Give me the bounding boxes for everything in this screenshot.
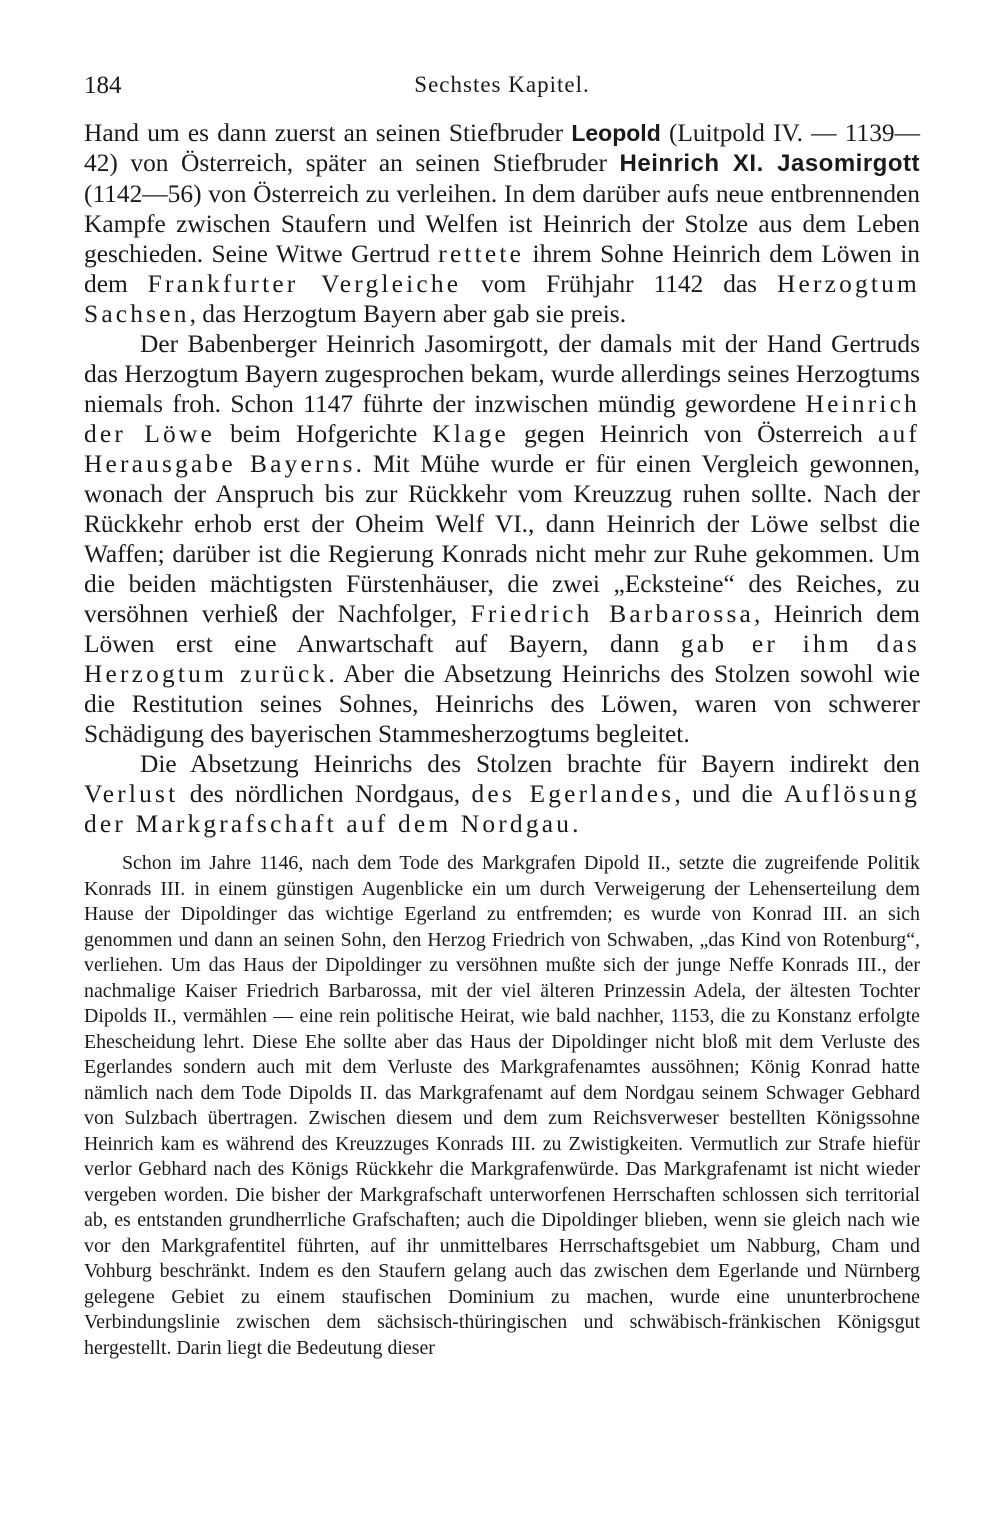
spaced-emphasis: Friedrich Barbarossa [470, 600, 755, 628]
running-head [84, 62, 920, 102]
paragraph-2 [84, 329, 920, 749]
text-run: Die Absetzung Heinrichs des Stolzen brachte für Bayern indirekt den [140, 750, 920, 778]
text-run: beim Hofgerichte [214, 420, 433, 448]
paragraph-3 [84, 749, 920, 839]
text-run: (1142—56) von Österreich zu verleihen. In dem darüber aufs neue entbrennenden Kampfe zwischen Staufern und Welfen ist Heinrich der Stolze aus dem Leben geschieden. Seine Witwe Gertrud [84, 180, 920, 268]
bold-name-leopold: Leopold [571, 120, 661, 146]
spaced-emphasis: Herzogtum Sachsen [84, 270, 920, 328]
page-number: 184 [84, 72, 122, 99]
text-run: , und die [674, 780, 784, 808]
spaced-emphasis: des Egerlandes [471, 780, 675, 808]
footnote-block: Schon im Jahre 1146, nach dem Tode des Markgrafen Dipold II., setzte die zugreifende Politik Konrads III. in einem günstigen Augenblicke ein um durch Verweigerung der Lehenserteilung dem Hause der Dipoldinger das wichtige Egerland zu entfremden; es wurde von Konrad III. an sich genommen und dann an seinen Sohn, den Herzog Friedrich von Schwaben, „das Kind von Rotenburg“, verliehen. Um das Haus der Dipoldinger zu versöhnen mußte sich der junge Neffe Konrads III., der nachmalige Kaiser Friedrich Barbarossa, mit der viel älteren Prinzessin Adela, der ältesten Tochter Dipolds II., vermählen — eine rein politische Heirat, wie bald nachher, 1153, die zu Konstanz erfolgte Ehescheidung lehrt. Diese Ehe sollte aber das Haus der Dipoldinger nicht bloß mit dem Verluste des Egerlandes sondern auch mit dem Verluste des Markgrafenamtes aussöhnen; König Konrad hatte nämlich nach dem Tode Dipolds II. das Markgrafenamt auf dem Nordgau seinem Schwager Gebhard von Sulzbach übertragen. Zwischen diesem und dem zum Reichsverweser bestellten Königssohne Heinrich kam es während des Kreuzzuges Konrads III. zu Zwistigkeiten. Vermutlich zur Strafe hiefür verlor Gebhard nach des Königs Rückkehr die Markgrafenwürde. Das Markgrafenamt ist nicht wieder vergeben worden. Die bisher der Markgrafschaft unterworfenen Herrschaften schlossen sich territorial ab, es entstanden grundherrliche Grafschaften; auch die Dipoldinger blieben, wenn sie gleich nach wie vor den Markgrafentitel führten, auf ihr unmittelbares Herrschaftsgebiet um Nabburg, Cham und Vohburg beschränkt. Indem es den Staufern gelang auch das zwischen dem Egerlande und Nürnberg gelegene Gebiet zu einem staufischen Dominium zu machen, wurde eine ununterbrochene Verbindungslinie zwischen dem sächsisch-thüringischen und schwäbisch-fränkischen Königsgut hergestellt. Darin liegt die Bedeutung dieser [84, 852, 920, 1359]
spaced-emphasis: Auflösung der Markgrafschaft auf dem Nordgau [84, 780, 921, 838]
text-run: . [572, 810, 579, 838]
text-run: . Mit Mühe wurde er für einen Vergleich gewonnen, wonach der Anspruch bis zur Rückkehr vom Kreuzzug ruhen sollte. Nach der Rückkehr erhob erst der Oheim Welf VI., dann Heinrich der Löwe selbst die Waffen; darüber ist die Regierung Konrads nicht mehr zur Ruhe gekommen. Um die beiden mächtigsten Fürstenhäuser, die zwei „Ecksteine“ des Reiches, zu versöhnen verhieß der Nachfolger, [84, 450, 920, 628]
text-run: . Aber die Absetzung Heinrichs des Stolzen sowohl wie die Restitution seines Sohnes, Heinrichs des Löwen, waren von schwerer Schädigung des bayerischen Stammesherzogtums begleitet. [84, 660, 920, 748]
text-run: gegen Heinrich von Österreich [509, 420, 878, 448]
body-text [84, 118, 920, 1361]
spaced-emphasis: auf Herausgabe Bayerns [84, 420, 920, 478]
text-run: des nördlichen Nordgaus, [178, 780, 472, 808]
text-run: (Luitpold IV. — 1139—42) von Österreich, später an seinen Stiefbruder [84, 119, 920, 177]
text-run: , Heinrich dem Löwen erst eine Anwartschaft auf Bayern, dann [84, 600, 920, 658]
spaced-emphasis: rettete [438, 240, 525, 268]
text-run: Hand um es dann zuerst an seinen Stiefbruder [84, 119, 572, 147]
paragraph-1 [84, 118, 920, 329]
text-run: vom Frühjahr 1142 das [461, 270, 777, 298]
bold-name-heinrich: Heinrich XI. Jasomirgott [619, 150, 920, 177]
text-run: Der Babenberger Heinrich Jasomirgott, der damals mit der Hand Gertruds das Herzogtum Bayern zugesprochen bekam, wurde allerdings seines Herzogtums niemals froh. Schon 1147 führte der inzwischen mündig gewordene [84, 330, 920, 418]
text-run: , das Herzogtum Bayern aber gab sie preis. [189, 300, 627, 328]
spaced-emphasis: gab er ihm das Herzogtum zurück [84, 630, 920, 688]
spaced-emphasis: Frankfurter Vergleiche [147, 270, 462, 298]
spaced-emphasis: Heinrich der Löwe [84, 390, 920, 448]
chapter-title: Sechstes Kapitel. [414, 72, 590, 97]
spaced-emphasis: Verlust [84, 780, 179, 808]
text-run: ihrem Sohne Heinrich dem Löwen in dem [84, 240, 920, 298]
spaced-emphasis: Klage [432, 420, 510, 448]
